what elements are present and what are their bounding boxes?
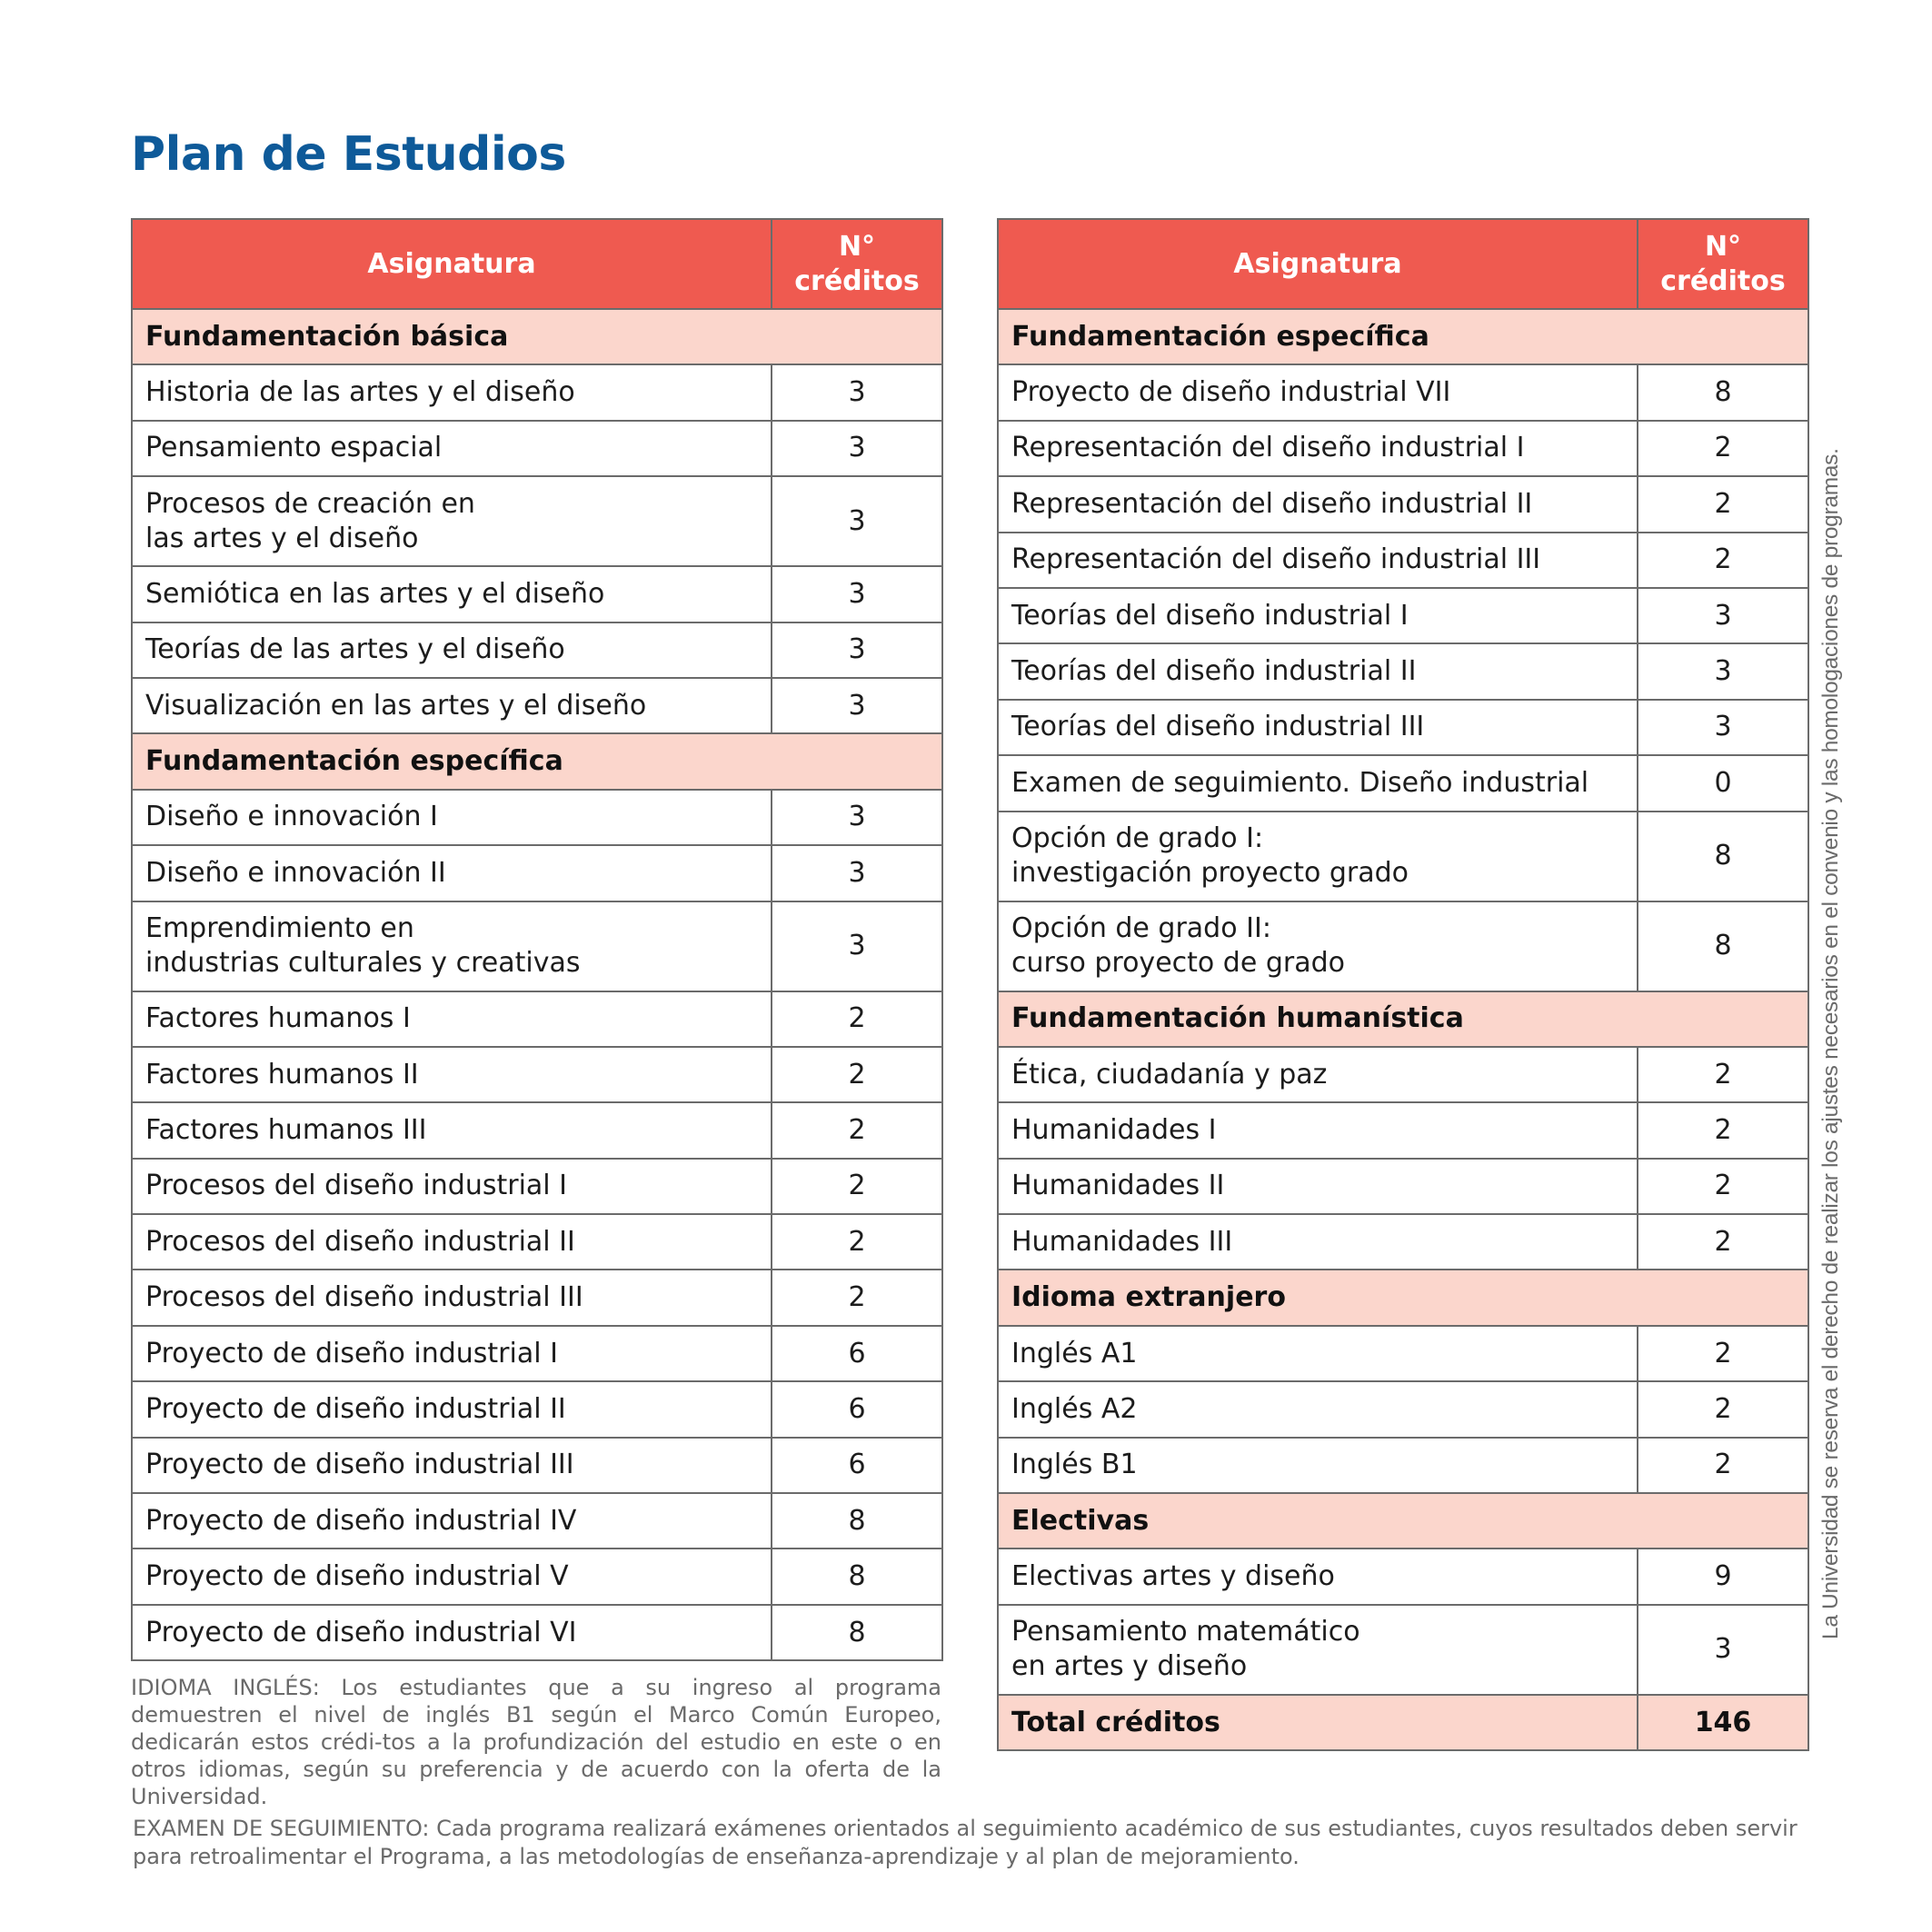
note-idioma-ingles: IDIOMA INGLÉS: Los estudiantes que a su ingreso al programa demuestren el nivel de inglés B1 según el Marco Común Europeo, dedicarán estos crédi-tos a la profundización del estudio en este o en otros idiomas, según su preferencia y de acuerdo con la oferta de la Universidad. — [131, 1675, 941, 1809]
table-row — [132, 1493, 942, 1549]
subject-column-header: Asignatura — [132, 219, 772, 309]
subject-cell — [998, 1159, 1638, 1214]
credits-cell: 8 — [1638, 812, 1808, 901]
credits-header-line1: N° — [838, 230, 876, 263]
table-row — [132, 1438, 942, 1493]
subject-cell — [132, 845, 772, 901]
subject-line: Inglés A2 — [1011, 1392, 1138, 1425]
table-row — [998, 1326, 1808, 1381]
credits-cell: 2 — [1638, 1159, 1808, 1214]
credits-header-line1: N° — [1704, 230, 1742, 263]
subject-line: investigación proyecto grado — [1011, 857, 1409, 890]
credits-cell: 8 — [1638, 364, 1808, 420]
section-title: Fundamentación específica — [998, 309, 1808, 364]
credits-cell: 8 — [1638, 901, 1808, 991]
table-row — [132, 991, 942, 1047]
credits-cell: 3 — [772, 566, 942, 622]
credits-cell: 6 — [772, 1381, 942, 1437]
credits-cell: 9 — [1638, 1549, 1808, 1604]
subject-cell — [998, 812, 1638, 901]
subject-line: Proyecto de diseño industrial V — [145, 1560, 569, 1593]
table-row — [132, 845, 942, 901]
subject-line: Procesos del diseño industrial I — [145, 1170, 568, 1202]
subject-line: Teorías del diseño industrial I — [1011, 599, 1409, 632]
subject-cell — [998, 1438, 1638, 1493]
credits-column-header — [772, 219, 942, 309]
credits-cell: 2 — [772, 1159, 942, 1214]
table-row — [998, 1159, 1808, 1214]
subject-line: Visualización en las artes y el diseño — [145, 689, 647, 722]
credits-cell: 3 — [1638, 700, 1808, 755]
credits-cell: 3 — [772, 790, 942, 845]
table-row — [998, 901, 1808, 991]
subject-line: Proyecto de diseño industrial VII — [1011, 376, 1451, 409]
table-row — [132, 1102, 942, 1158]
table-row — [132, 1159, 942, 1214]
credits-cell: 2 — [1638, 1381, 1808, 1437]
subject-cell — [998, 1214, 1638, 1270]
credits-cell: 3 — [772, 421, 942, 476]
subject-line: Pensamiento espacial — [145, 432, 443, 464]
credits-cell: 3 — [772, 901, 942, 991]
credits-cell: 3 — [772, 622, 942, 678]
credits-cell: 2 — [772, 1270, 942, 1325]
table-row — [998, 1549, 1808, 1604]
left-table-body — [132, 309, 942, 1660]
subject-line: Representación del diseño industrial III — [1011, 543, 1541, 576]
subject-line: Teorías del diseño industrial III — [1011, 711, 1425, 743]
note-examen-seguimiento: EXAMEN DE SEGUIMIENTO: Cada programa realizará exámenes orientados al seguimiento académico de sus estudiantes, cuyos resultados deben servir para retroalimentar el Programa, a las metodologías de enseñanza-aprendizaje y al plan de mejoramiento. — [133, 1816, 1798, 1869]
table-row — [132, 901, 942, 991]
subject-cell — [998, 1549, 1638, 1604]
subject-cell — [132, 1438, 772, 1493]
subject-line: curso proyecto de grado — [1011, 947, 1345, 980]
subject-cell — [132, 364, 772, 420]
credits-column-header — [1638, 219, 1808, 309]
table-row — [998, 755, 1808, 811]
subject-line: Emprendimiento en — [145, 912, 414, 945]
subject-line: Teorías del diseño industrial II — [1011, 655, 1417, 688]
subject-cell — [998, 588, 1638, 643]
section-row — [998, 991, 1808, 1047]
table-row — [132, 622, 942, 678]
subject-cell — [998, 421, 1638, 476]
subject-line: Inglés B1 — [1011, 1449, 1138, 1481]
subject-cell — [132, 991, 772, 1047]
credits-cell: 2 — [1638, 533, 1808, 588]
subject-cell — [132, 476, 772, 566]
subject-line: Factores humanos I — [145, 1002, 411, 1035]
subject-cell — [132, 1270, 772, 1325]
subject-line: Diseño e innovación I — [145, 801, 438, 833]
credits-cell: 2 — [772, 991, 942, 1047]
subject-line: Semiótica en las artes y el diseño — [145, 577, 605, 610]
subject-cell — [998, 700, 1638, 755]
table-row — [132, 476, 942, 566]
table-row — [132, 1549, 942, 1604]
credits-cell: 2 — [1638, 421, 1808, 476]
subject-line: Humanidades I — [1011, 1113, 1217, 1146]
section-row — [998, 1493, 1808, 1549]
table-row — [132, 678, 942, 733]
credits-cell: 6 — [772, 1438, 942, 1493]
page-title: Plan de Estudios — [131, 127, 566, 182]
subject-line: industrias culturales y creativas — [145, 947, 581, 980]
table-row — [132, 1270, 942, 1325]
subject-line: Proyecto de diseño industrial VI — [145, 1616, 577, 1648]
subject-line: en artes y diseño — [1011, 1650, 1248, 1683]
subject-line: Opción de grado II: — [1011, 912, 1271, 945]
side-disclaimer: La Universidad se reserva el derecho de realizar los ajustes necesarios en el convenio y las homologaciones de programas. — [1818, 448, 1843, 1639]
credits-cell: 2 — [1638, 1102, 1808, 1158]
subject-line: Inglés A1 — [1011, 1337, 1138, 1369]
total-row — [998, 1695, 1808, 1750]
subject-column-header: Asignatura — [998, 219, 1638, 309]
section-title: Electivas — [998, 1493, 1808, 1549]
credits-cell: 3 — [772, 845, 942, 901]
subject-line: Historia de las artes y el diseño — [145, 376, 575, 409]
subject-cell — [132, 901, 772, 991]
table-row — [132, 1047, 942, 1102]
credits-cell: 2 — [1638, 1047, 1808, 1102]
credits-cell: 8 — [772, 1605, 942, 1660]
subject-cell — [132, 1047, 772, 1102]
subject-cell — [998, 1381, 1638, 1437]
subject-cell — [998, 1605, 1638, 1695]
subject-line: Ética, ciudadanía y paz — [1011, 1058, 1328, 1090]
subject-line: Electivas artes y diseño — [1011, 1560, 1335, 1593]
section-title: Fundamentación específica — [132, 733, 942, 789]
subject-line: Procesos del diseño industrial III — [145, 1281, 583, 1314]
credits-cell: 3 — [772, 364, 942, 420]
subject-cell — [132, 678, 772, 733]
subject-line: Factores humanos III — [145, 1113, 427, 1146]
table-row — [998, 700, 1808, 755]
credits-cell: 8 — [772, 1549, 942, 1604]
subject-line: Proyecto de diseño industrial I — [145, 1337, 558, 1369]
subject-cell — [998, 364, 1638, 420]
section-title: Idioma extranjero — [998, 1270, 1808, 1325]
subject-cell — [132, 1493, 772, 1549]
credits-cell: 3 — [1638, 1605, 1808, 1695]
subject-cell — [998, 643, 1638, 699]
subject-cell — [132, 566, 772, 622]
subject-cell — [132, 1549, 772, 1604]
section-row — [998, 1270, 1808, 1325]
table-row — [998, 1438, 1808, 1493]
subject-cell — [998, 1326, 1638, 1381]
subject-cell — [132, 1605, 772, 1660]
subject-line: Factores humanos II — [145, 1058, 419, 1090]
section-row — [998, 309, 1808, 364]
table-row — [998, 421, 1808, 476]
subject-line: Procesos del diseño industrial II — [145, 1225, 575, 1258]
subject-line: Procesos de creación en — [145, 487, 475, 520]
table-row — [998, 1102, 1808, 1158]
table-row — [998, 643, 1808, 699]
credits-cell: 2 — [772, 1102, 942, 1158]
credits-cell: 3 — [772, 476, 942, 566]
table-row — [998, 533, 1808, 588]
table-row — [998, 812, 1808, 901]
subject-cell — [132, 1159, 772, 1214]
table-row — [998, 1214, 1808, 1270]
credits-cell: 2 — [772, 1214, 942, 1270]
subject-cell — [998, 901, 1638, 991]
subject-cell — [132, 1102, 772, 1158]
subject-cell — [998, 755, 1638, 811]
credits-cell: 8 — [772, 1493, 942, 1549]
credits-cell: 2 — [1638, 476, 1808, 532]
credits-cell: 2 — [1638, 1214, 1808, 1270]
credits-header-line2: créditos — [794, 264, 920, 297]
subject-line: Humanidades II — [1011, 1170, 1225, 1202]
section-row — [132, 733, 942, 789]
subject-line: Pensamiento matemático — [1011, 1616, 1360, 1648]
table-row — [132, 1214, 942, 1270]
subject-line: Proyecto de diseño industrial IV — [145, 1504, 577, 1537]
subject-line: Examen de seguimiento. Diseño industrial — [1011, 766, 1589, 799]
credits-cell: 3 — [1638, 588, 1808, 643]
subject-line: Representación del diseño industrial II — [1011, 487, 1533, 520]
credits-cell: 3 — [772, 678, 942, 733]
subject-line: Humanidades III — [1011, 1225, 1233, 1258]
subject-line: Opción de grado I: — [1011, 822, 1264, 855]
curriculum-table-left — [131, 218, 943, 1661]
subject-cell — [998, 1047, 1638, 1102]
table-row — [132, 421, 942, 476]
table-row — [998, 1047, 1808, 1102]
subject-line: las artes y el diseño — [145, 522, 419, 554]
subject-cell — [132, 1381, 772, 1437]
subject-cell — [132, 790, 772, 845]
subject-cell — [998, 476, 1638, 532]
table-row — [998, 1381, 1808, 1437]
table-row — [998, 1605, 1808, 1695]
subject-cell — [132, 1326, 772, 1381]
subject-line: Proyecto de diseño industrial III — [145, 1449, 574, 1481]
table-row — [998, 476, 1808, 532]
credits-header-line2: créditos — [1660, 264, 1786, 297]
subject-cell — [132, 1214, 772, 1270]
credits-cell: 2 — [772, 1047, 942, 1102]
credits-cell: 6 — [772, 1326, 942, 1381]
table-row — [132, 790, 942, 845]
total-value: 146 — [1638, 1695, 1808, 1750]
right-table-body — [998, 309, 1808, 1695]
subject-cell — [998, 533, 1638, 588]
table-row — [132, 1605, 942, 1660]
table-row — [132, 1381, 942, 1437]
subject-line: Representación del diseño industrial I — [1011, 432, 1525, 464]
curriculum-table-right — [997, 218, 1809, 1751]
subject-line: Teorías de las artes y el diseño — [145, 633, 565, 666]
subject-line: Diseño e innovación II — [145, 856, 446, 889]
table-row — [998, 588, 1808, 643]
table-header — [132, 219, 942, 309]
subject-line: Proyecto de diseño industrial II — [145, 1392, 566, 1425]
table-row — [132, 566, 942, 622]
credits-cell: 3 — [1638, 643, 1808, 699]
credits-cell: 2 — [1638, 1326, 1808, 1381]
total-label: Total créditos — [998, 1695, 1638, 1750]
subject-cell — [998, 1102, 1638, 1158]
credits-cell: 2 — [1638, 1438, 1808, 1493]
table-row — [132, 364, 942, 420]
subject-cell — [132, 622, 772, 678]
table-row — [132, 1326, 942, 1381]
section-title: Fundamentación básica — [132, 309, 942, 364]
table-row — [998, 364, 1808, 420]
table-header — [998, 219, 1808, 309]
section-row — [132, 309, 942, 364]
subject-cell — [132, 421, 772, 476]
section-title: Fundamentación humanística — [998, 991, 1808, 1047]
credits-cell: 0 — [1638, 755, 1808, 811]
